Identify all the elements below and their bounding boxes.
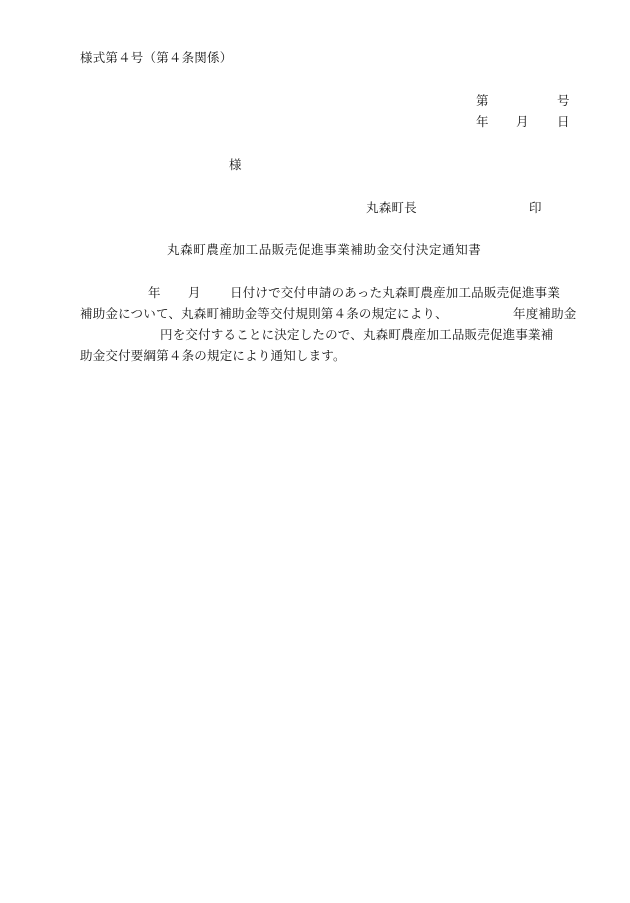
seal-mark: 印: [529, 200, 542, 215]
date-year: 年: [476, 114, 489, 129]
body-line-4: 助金交付要綱第４条の規定により通知します。: [80, 348, 346, 363]
date-day: 日: [557, 114, 570, 129]
body-fiscal-year: 年度補助金: [513, 306, 577, 321]
number-suffix: 号: [557, 93, 570, 108]
number-prefix: 第: [476, 93, 489, 108]
body-line-3: 円を交付することに決定したので、丸森町農産加工品販売促進事業補: [160, 327, 554, 342]
body-month: 月: [188, 285, 201, 300]
issuer-name: 丸森町長: [366, 200, 417, 215]
form-label: 様式第４号（第４条関係）: [80, 50, 233, 65]
addressee-suffix: 様: [229, 157, 242, 172]
body-line-1: 日付けで交付申請のあった丸森町農産加工品販売促進事業: [230, 285, 561, 300]
body-year: 年: [148, 285, 161, 300]
body-line-2: 補助金について、丸森町補助金等交付規則第４条の規定により、: [80, 306, 448, 321]
date-month: 月: [516, 114, 529, 129]
document-title: 丸森町農産加工品販売促進事業補助金交付決定通知書: [167, 242, 482, 257]
